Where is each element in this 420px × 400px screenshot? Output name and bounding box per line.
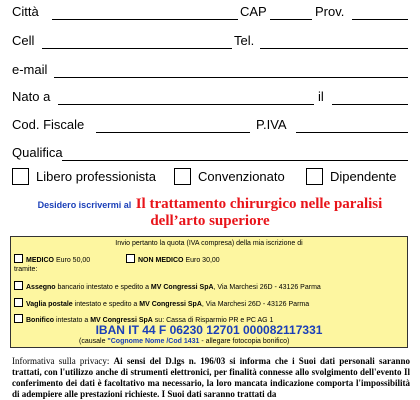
non-medico-checkbox[interactable]: [126, 254, 135, 263]
assegno-label: Assegno: [26, 284, 56, 291]
qualifica-row: [12, 145, 408, 163]
assegno-option: [14, 281, 321, 291]
prov-label: Prov.: [315, 4, 345, 19]
bonifico-label: Bonifico: [26, 317, 54, 324]
privacy-notice: [12, 356, 410, 400]
qualifica-field[interactable]: [62, 160, 408, 161]
bonifico-checkbox[interactable]: [14, 314, 23, 323]
il-label: il: [318, 89, 324, 104]
cell-field[interactable]: [42, 48, 232, 49]
bonifico-bank: su: Cassa di Risparmio PR e PC AG 1: [154, 317, 274, 324]
piva-field[interactable]: [296, 132, 408, 133]
bonifico-text: intestato a: [55, 317, 89, 324]
cod-fiscale-field[interactable]: [96, 132, 250, 133]
course-title-line1: Il trattamento chirurgico nelle paralisi: [135, 196, 383, 212]
non-medico-label: NON MEDICO: [138, 257, 184, 264]
email-field[interactable]: [54, 77, 408, 78]
cap-field[interactable]: [270, 19, 312, 20]
privacy-label: Informativa sulla privacy:: [12, 356, 110, 366]
causale-suffix: - allegare fotocopia bonifico): [201, 338, 290, 345]
email-row: [12, 62, 408, 80]
tel-label: Tel.: [234, 33, 255, 48]
causale-prefix: (causale: [79, 338, 106, 345]
vaglia-address: , Via Marchesi 26D - 43126 Parma: [201, 301, 310, 308]
email-label: e-mail: [12, 62, 48, 77]
professione-options: [12, 168, 408, 188]
iban-code: IBAN IT 44 F 06230 12701 000082117331: [95, 323, 323, 337]
vaglia-checkbox[interactable]: [14, 298, 23, 307]
payment-intro: Invio pertanto la quota (IVA compresa) della mia iscrizione di: [115, 240, 303, 247]
medico-checkbox[interactable]: [14, 254, 23, 263]
non-medico-option: [126, 254, 220, 264]
medico-price: Euro 50,00: [55, 257, 91, 264]
dipendente-checkbox[interactable]: [306, 168, 323, 185]
vaglia-company: MV Congressi SpA: [139, 301, 202, 308]
codfiscale-row: [12, 117, 408, 135]
vaglia-label: Vaglia postale: [26, 301, 73, 308]
piva-label: P.IVA: [256, 117, 287, 132]
medico-label: MEDICO: [26, 257, 54, 264]
prov-field[interactable]: [352, 19, 408, 20]
data-nascita-field[interactable]: [332, 104, 408, 105]
cap-label: CAP: [240, 4, 267, 19]
citta-label: Città: [12, 4, 39, 19]
dipendente-label: Dipendente: [330, 169, 397, 184]
libero-professionista-checkbox[interactable]: [12, 168, 29, 185]
causale-note: [79, 338, 289, 345]
tramite-label: tramite:: [14, 266, 38, 273]
iscrizione-intro: Desidero iscrivermi al: [37, 200, 132, 210]
convenzionato-checkbox[interactable]: [174, 168, 191, 185]
payment-box: [10, 236, 408, 348]
citta-row: [12, 4, 408, 22]
assegno-checkbox[interactable]: [14, 281, 23, 290]
cod-fiscale-label: Cod. Fiscale: [12, 117, 85, 132]
libero-professionista-label: Libero professionista: [36, 169, 156, 184]
course-heading: [0, 196, 420, 229]
nato-field[interactable]: [58, 104, 314, 105]
vaglia-text: intestato e spedito a: [74, 301, 138, 308]
cell-row: [12, 33, 408, 51]
causale-value: "Cognome Nome /Cod 1431: [107, 338, 200, 345]
assegno-text: bancario intestato e spedito a: [57, 284, 149, 291]
nato-label: Nato a: [12, 89, 51, 104]
privacy-text: Ai sensi del D.lgs n. 196/03 si informa che i Suoi dati personali saranno trattati, con l'utilizzo anche di strumenti elettronici, per finalità connesse allo svolgimento dell'evento Il conferimento dei dati è facoltativo ma necessario, la loro mancata indicazione comporta l'impossibilità di adempiere alle prestazioni richieste. I Suoi dati saranno trattati da: [12, 356, 410, 399]
assegno-address: , Via Marchesi 26D - 43126 Parma: [213, 284, 321, 291]
course-title-line2: dell’arto superiore: [150, 213, 270, 229]
tel-field[interactable]: [260, 48, 408, 49]
citta-field[interactable]: [52, 19, 238, 20]
cell-label: Cell: [12, 33, 35, 48]
non-medico-price: Euro 30,00: [185, 257, 220, 264]
nato-row: [12, 89, 408, 107]
vaglia-option: [14, 298, 309, 308]
medico-option: [14, 254, 90, 264]
qualifica-label: Qualifica: [12, 145, 63, 160]
bonifico-company: MV Congressi SpA: [90, 317, 153, 324]
convenzionato-label: Convenzionato: [198, 169, 285, 184]
assegno-company: MV Congressi SpA: [150, 284, 214, 291]
